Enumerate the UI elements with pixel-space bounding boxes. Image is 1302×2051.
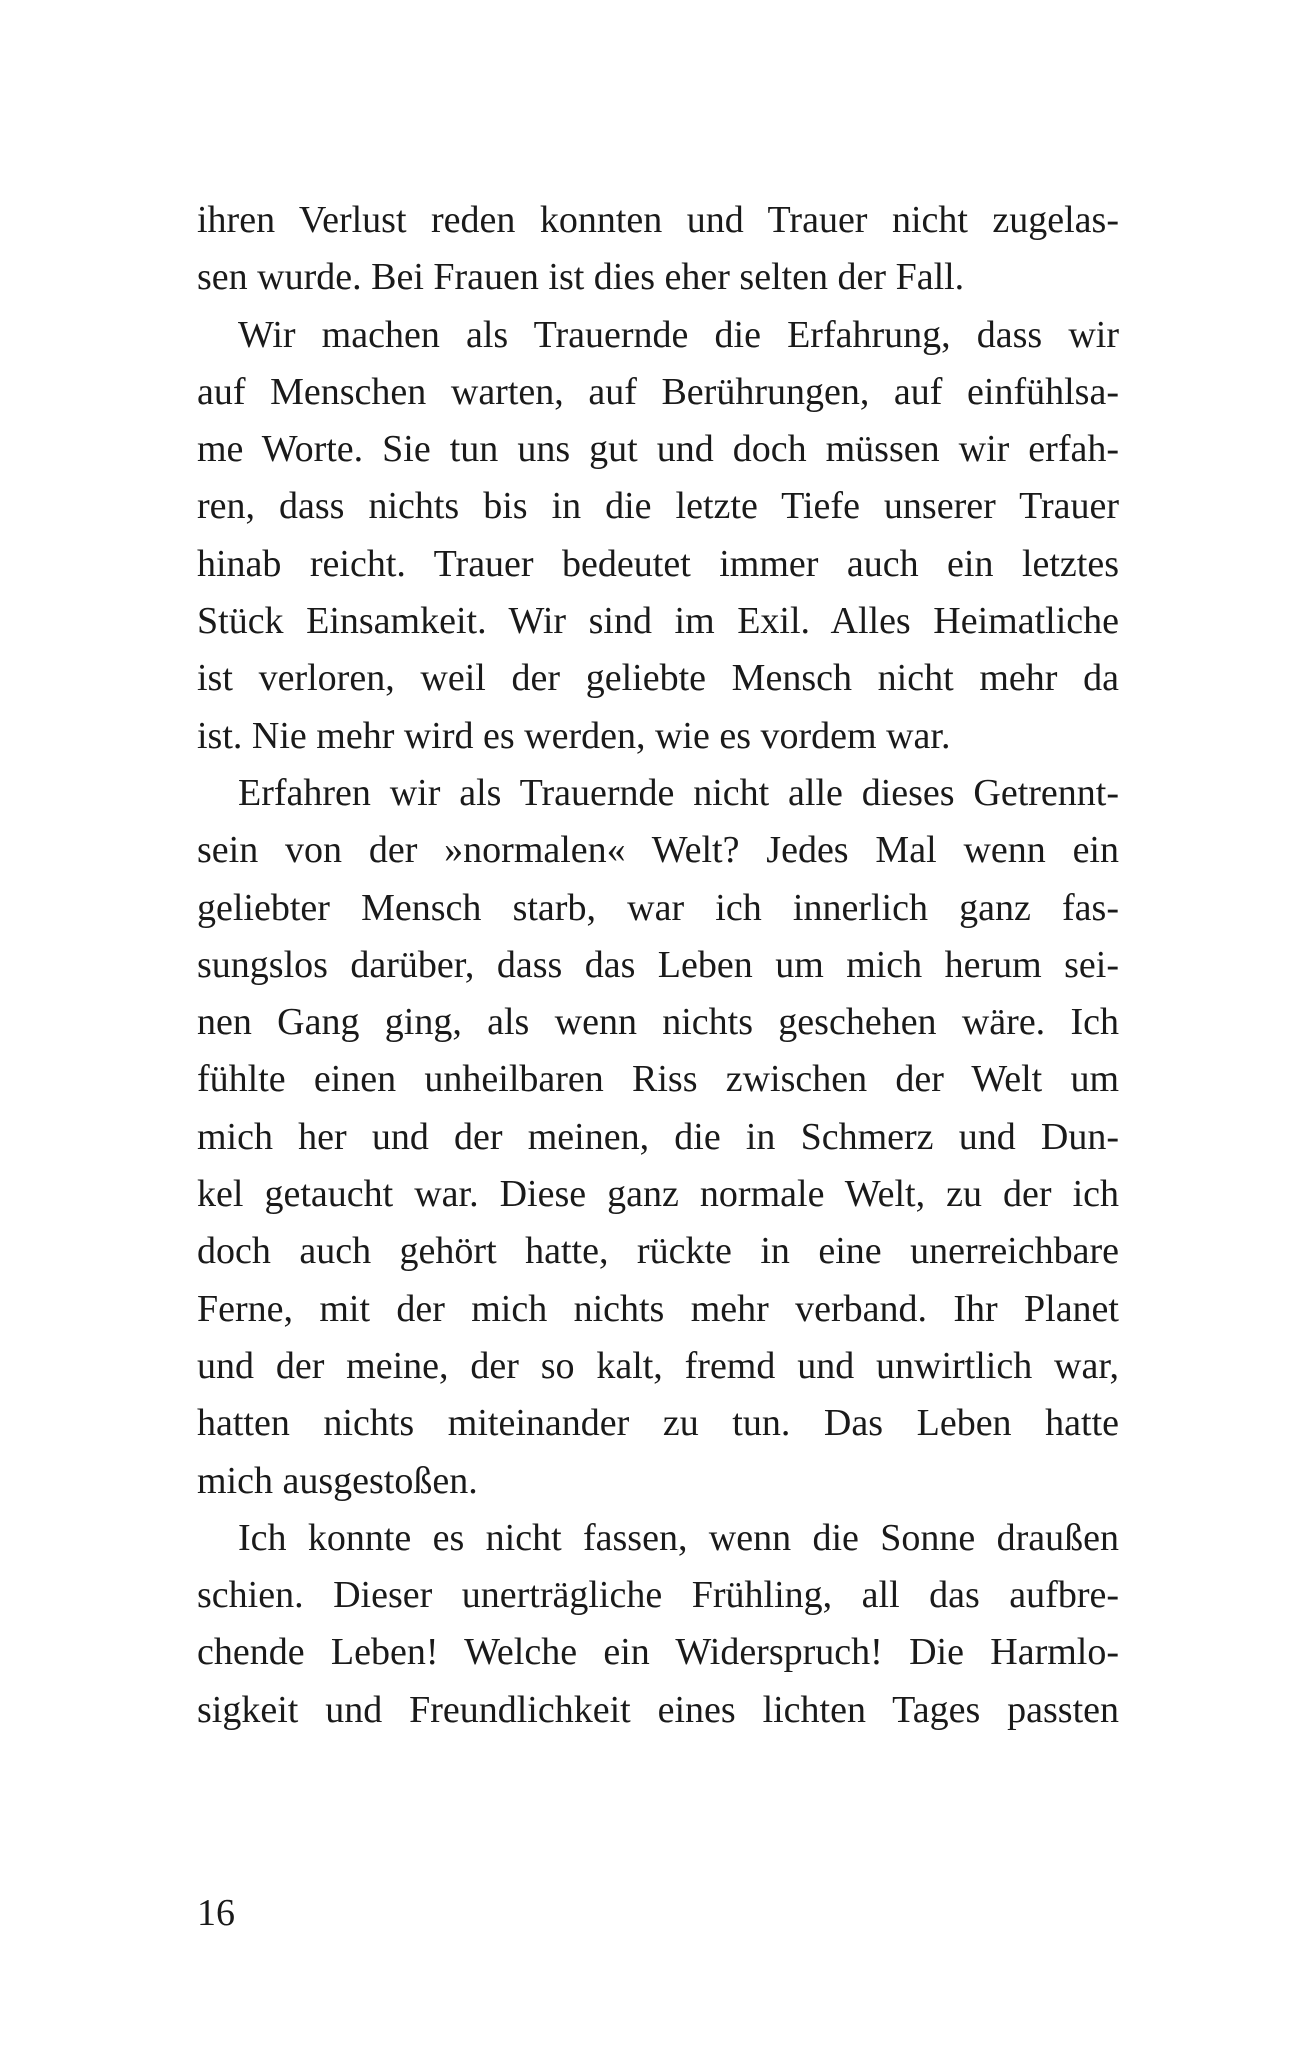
text-line: sein von der »normalen« Welt? Jedes Mal wenn ein <box>197 829 1119 872</box>
text-line: sigkeit und Freundlichkeit eines lichten Tages passten <box>197 1688 1119 1731</box>
text-line: ren, dass nichts bis in die letzte Tiefe unserer Trauer <box>197 485 1119 528</box>
text-line: kel getaucht war. Diese ganz normale Welt, zu der ich <box>197 1173 1119 1216</box>
text-line: ihren Verlust reden konnten und Trauer nicht zugelas- <box>197 199 1119 241</box>
text-line: Ferne, mit der mich nichts mehr verband. Ihr Planet <box>197 1287 1119 1330</box>
text-line: me Worte. Sie tun uns gut und doch müssen wir erfah- <box>197 428 1119 471</box>
text-line: sungslos darüber, dass das Leben um mich herum sei- <box>197 943 1119 986</box>
text-line: ist. Nie mehr wird es werden, wie es vordem war. <box>197 714 951 757</box>
page-number: 16 <box>197 1892 235 1934</box>
paragraph <box>197 765 1119 1510</box>
text-line: hatten nichts miteinander zu tun. Das Leben hatte <box>197 1402 1119 1445</box>
text-line: sen wurde. Bei Frauen ist dies eher selten der Fall. <box>197 256 965 299</box>
text-line: schien. Dieser unerträgliche Frühling, all das aufbre- <box>197 1574 1119 1617</box>
text-line: hinab reicht. Trauer bedeutet immer auch ein letztes <box>197 542 1119 585</box>
text-line: und der meine, der so kalt, fremd und unwirtlich war, <box>197 1344 1119 1387</box>
text-line: auf Menschen warten, auf Berührungen, auf einfühlsa- <box>197 370 1119 413</box>
text-line: ist verloren, weil der geliebte Mensch nicht mehr da <box>197 657 1119 700</box>
text-line: Stück Einsamkeit. Wir sind im Exil. Alles Heimatliche <box>197 600 1119 643</box>
text-line: doch auch gehört hatte, rückte in eine unerreichbare <box>197 1230 1119 1273</box>
body-text <box>197 192 1119 1739</box>
paragraph <box>197 1510 1119 1739</box>
text-line: Ich konnte es nicht fassen, wenn die Sonne draußen <box>238 1516 1119 1559</box>
text-line: Erfahren wir als Trauernde nicht alle dieses Getrennt- <box>238 771 1119 814</box>
text-line: nen Gang ging, als wenn nichts geschehen wäre. Ich <box>197 1001 1119 1044</box>
text-line: fühlte einen unheilbaren Riss zwischen der Welt um <box>197 1058 1119 1101</box>
paragraph <box>197 192 1119 307</box>
text-line: chende Leben! Welche ein Widerspruch! Die Harmlo- <box>197 1631 1119 1674</box>
text-line: mich ausgestoßen. <box>197 1459 478 1502</box>
text-line: Wir machen als Trauernde die Erfahrung, dass wir <box>238 313 1119 356</box>
text-line: mich her und der meinen, die in Schmerz und Dun- <box>197 1115 1119 1158</box>
paragraph <box>197 307 1119 765</box>
text-line: geliebter Mensch starb, war ich innerlich ganz fas- <box>197 886 1119 929</box>
